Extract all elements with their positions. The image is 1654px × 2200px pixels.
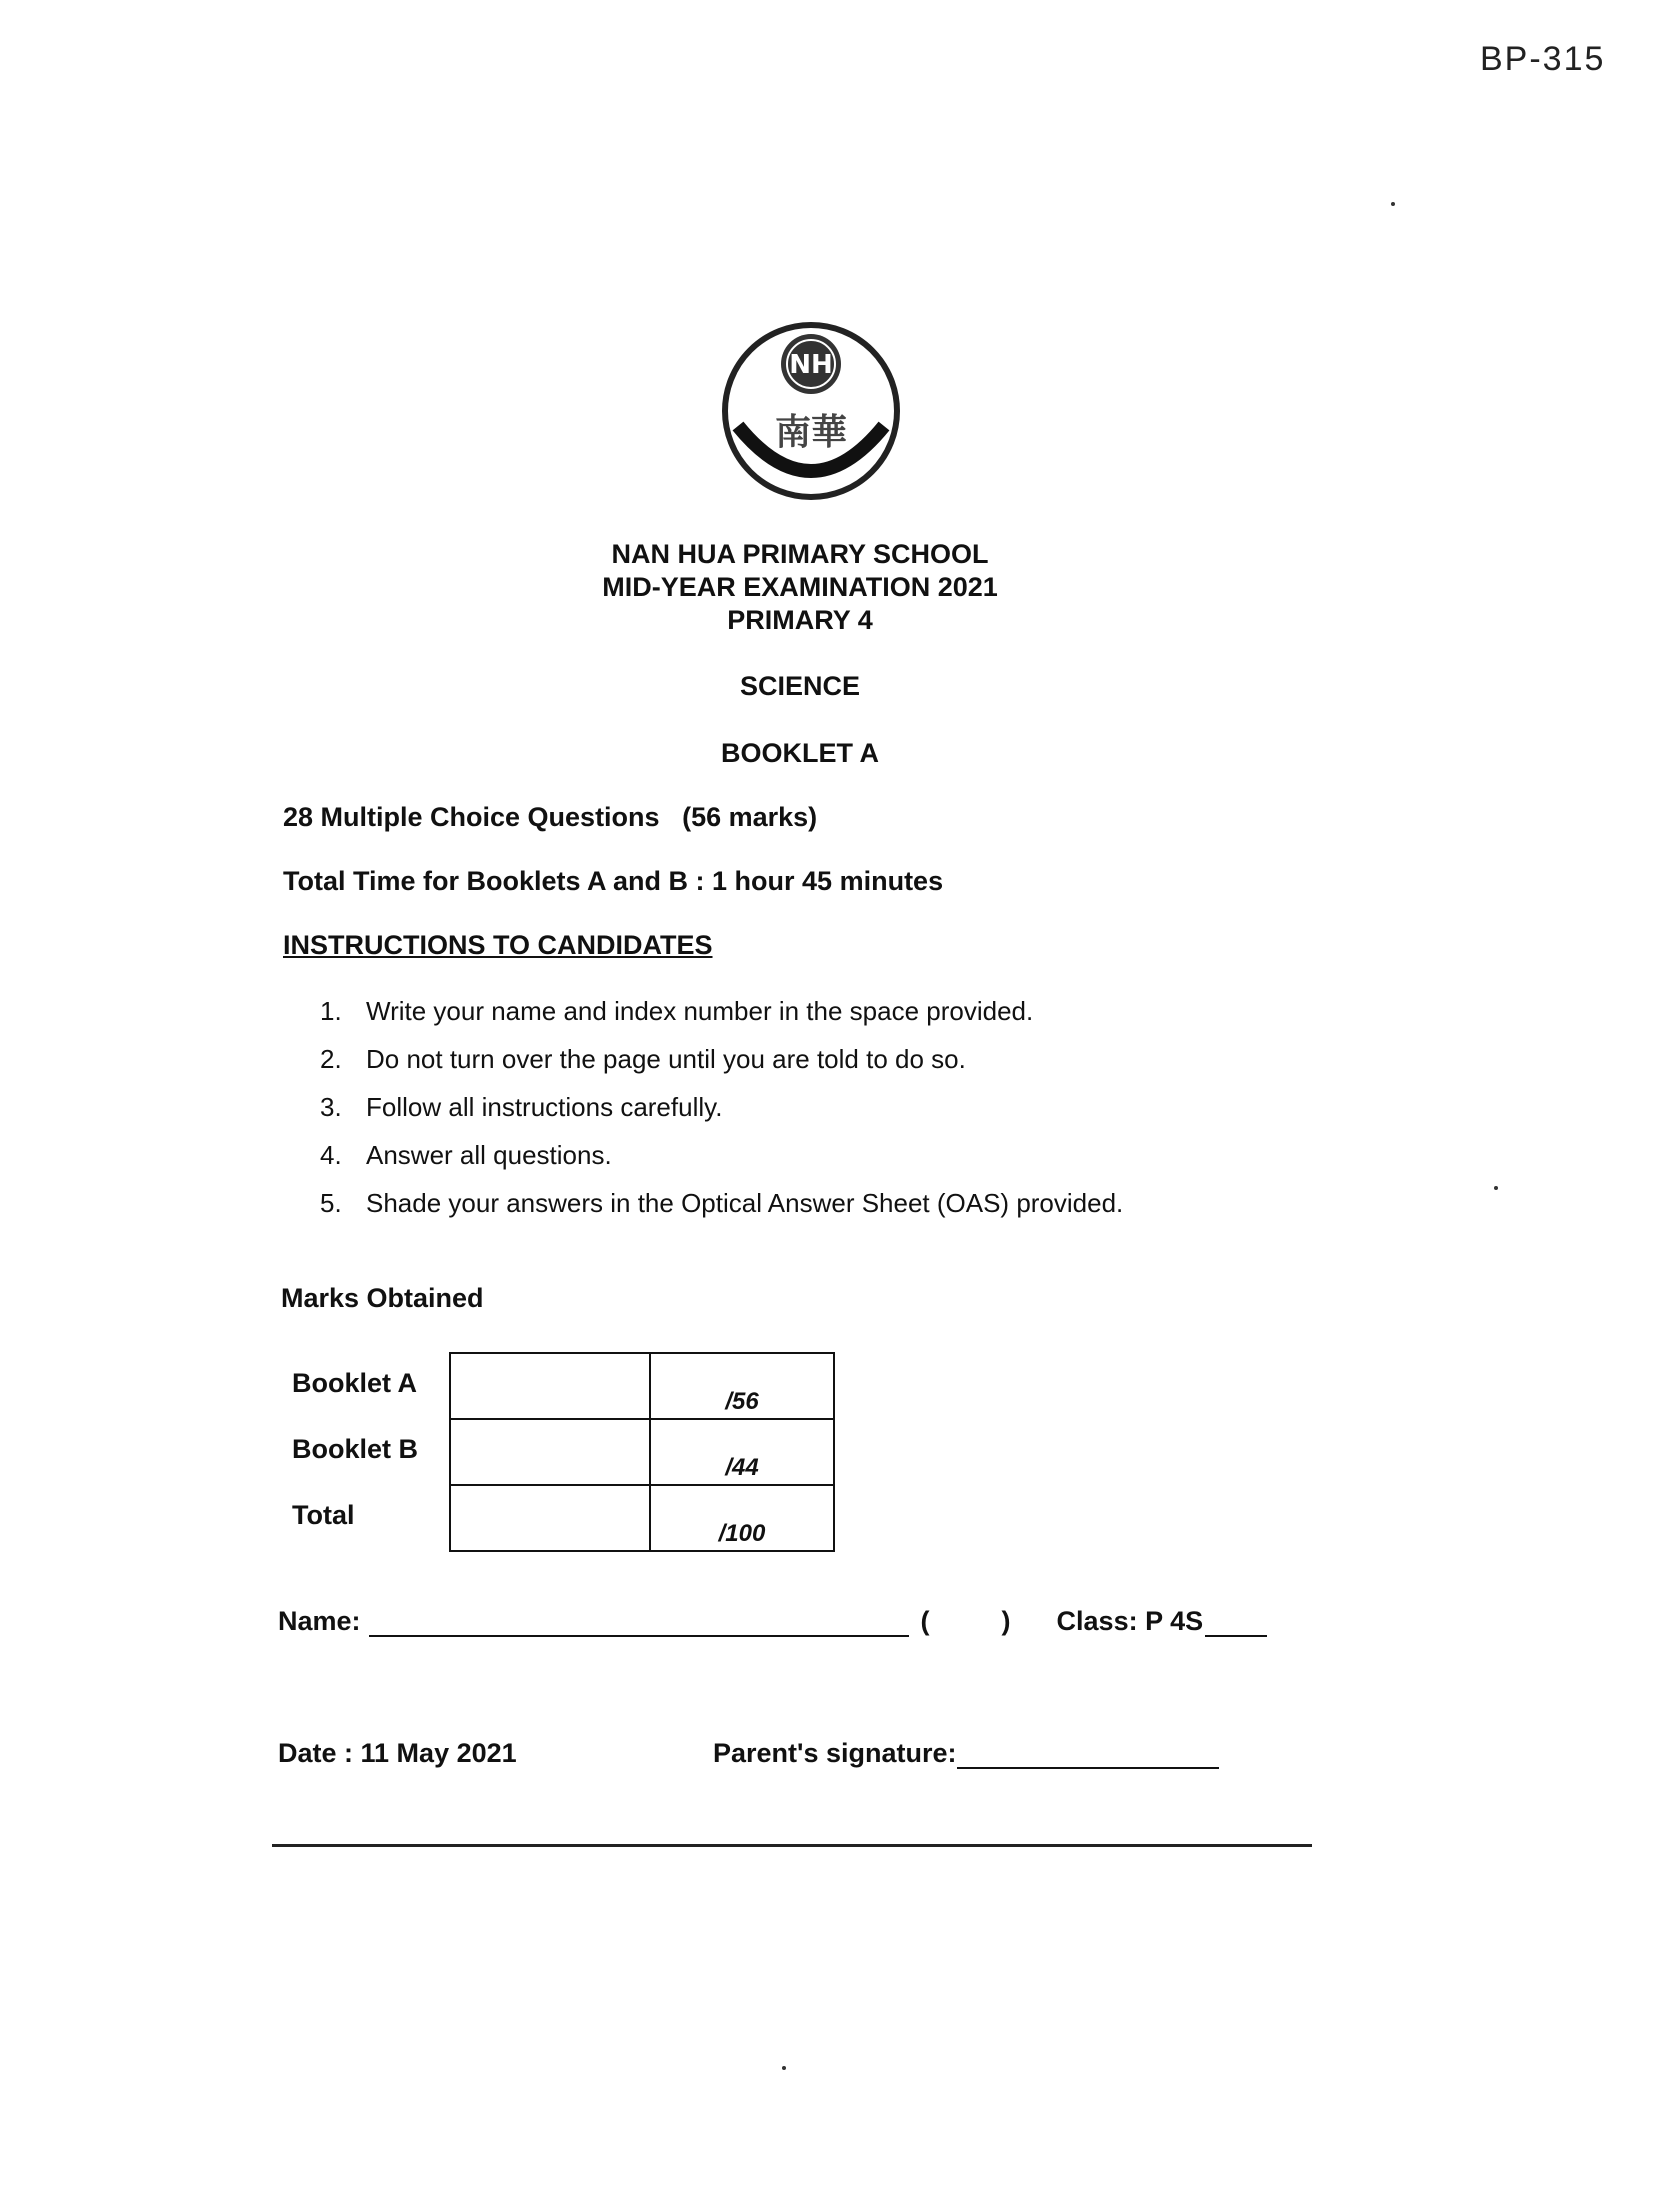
instruction-item [320,996,1123,1044]
exam-date: Date : 11 May 2021 [278,1738,517,1768]
instructions-heading: INSTRUCTIONS TO CANDIDATES [283,930,713,960]
instruction-item [320,1188,1123,1236]
instruction-item [320,1044,1123,1092]
total-marks-text: (56 marks) [682,802,818,832]
instructions-list [320,996,1123,1236]
scan-speck [1494,1186,1498,1190]
marks-obtained-heading: Marks Obtained [281,1283,484,1313]
index-open-paren: ( [920,1606,930,1636]
instruction-number: 5. [320,1188,342,1218]
table-row [450,1419,834,1485]
instruction-item [320,1092,1123,1140]
scan-speck [1391,202,1395,206]
parent-signature-label: Parent's signature: [713,1738,957,1768]
instruction-number: 2. [320,1044,342,1074]
candidate-row [278,1606,1267,1637]
bottom-divider [272,1844,1312,1847]
row-label-booklet-b: Booklet B [292,1434,419,1464]
instruction-item [320,1140,1123,1188]
name-field[interactable] [369,1609,909,1637]
marks-row-labels [292,1368,418,1566]
svg-text:NH: NH [789,350,833,380]
school-name: NAN HUA PRIMARY SCHOOL [611,539,989,569]
score-cell-booklet-b[interactable] [450,1419,650,1485]
name-label: Name: [278,1606,361,1636]
marks-table [449,1352,835,1552]
scan-speck [782,2066,786,2070]
instruction-number: 3. [320,1092,342,1122]
parent-signature-row [713,1738,1219,1769]
class-field[interactable] [1205,1609,1267,1637]
table-row [450,1485,834,1551]
instruction-text: Answer all questions. [366,1140,612,1170]
score-cell-booklet-a[interactable] [450,1353,650,1419]
class-label: Class: P 4S [1056,1606,1204,1636]
instruction-number: 4. [320,1140,342,1170]
row-label-booklet-a: Booklet A [292,1368,418,1398]
max-marks-booklet-b: /44 [650,1419,834,1485]
instruction-text: Follow all instructions carefully. [366,1092,723,1122]
grade-level: PRIMARY 4 [727,605,873,635]
instruction-text: Shade your answers in the Optical Answer Sheet (OAS) provided. [366,1188,1124,1218]
document-code: BP-315 [1480,40,1606,78]
school-crest-logo [716,316,906,506]
instruction-text: Do not turn over the page until you are told to do so. [366,1044,966,1074]
row-label-total: Total [292,1500,355,1530]
index-close-paren: ) [1001,1606,1011,1636]
instruction-number: 1. [320,996,342,1026]
parent-signature-field[interactable] [957,1741,1219,1769]
table-row [450,1353,834,1419]
instruction-text: Write your name and index number in the space provided. [366,996,1034,1026]
svg-text:南華: 南華 [774,412,848,453]
exam-name: MID-YEAR EXAMINATION 2021 [602,572,998,602]
question-count [283,802,817,833]
booklet-title: BOOKLET A [721,738,879,768]
total-time: Total Time for Booklets A and B : 1 hour 45 minutes [283,866,944,896]
subject-title: SCIENCE [739,671,861,701]
max-marks-booklet-a: /56 [650,1353,834,1419]
question-count-text: 28 Multiple Choice Questions [283,802,660,832]
max-marks-total: /100 [650,1485,834,1551]
score-cell-total[interactable] [450,1485,650,1551]
